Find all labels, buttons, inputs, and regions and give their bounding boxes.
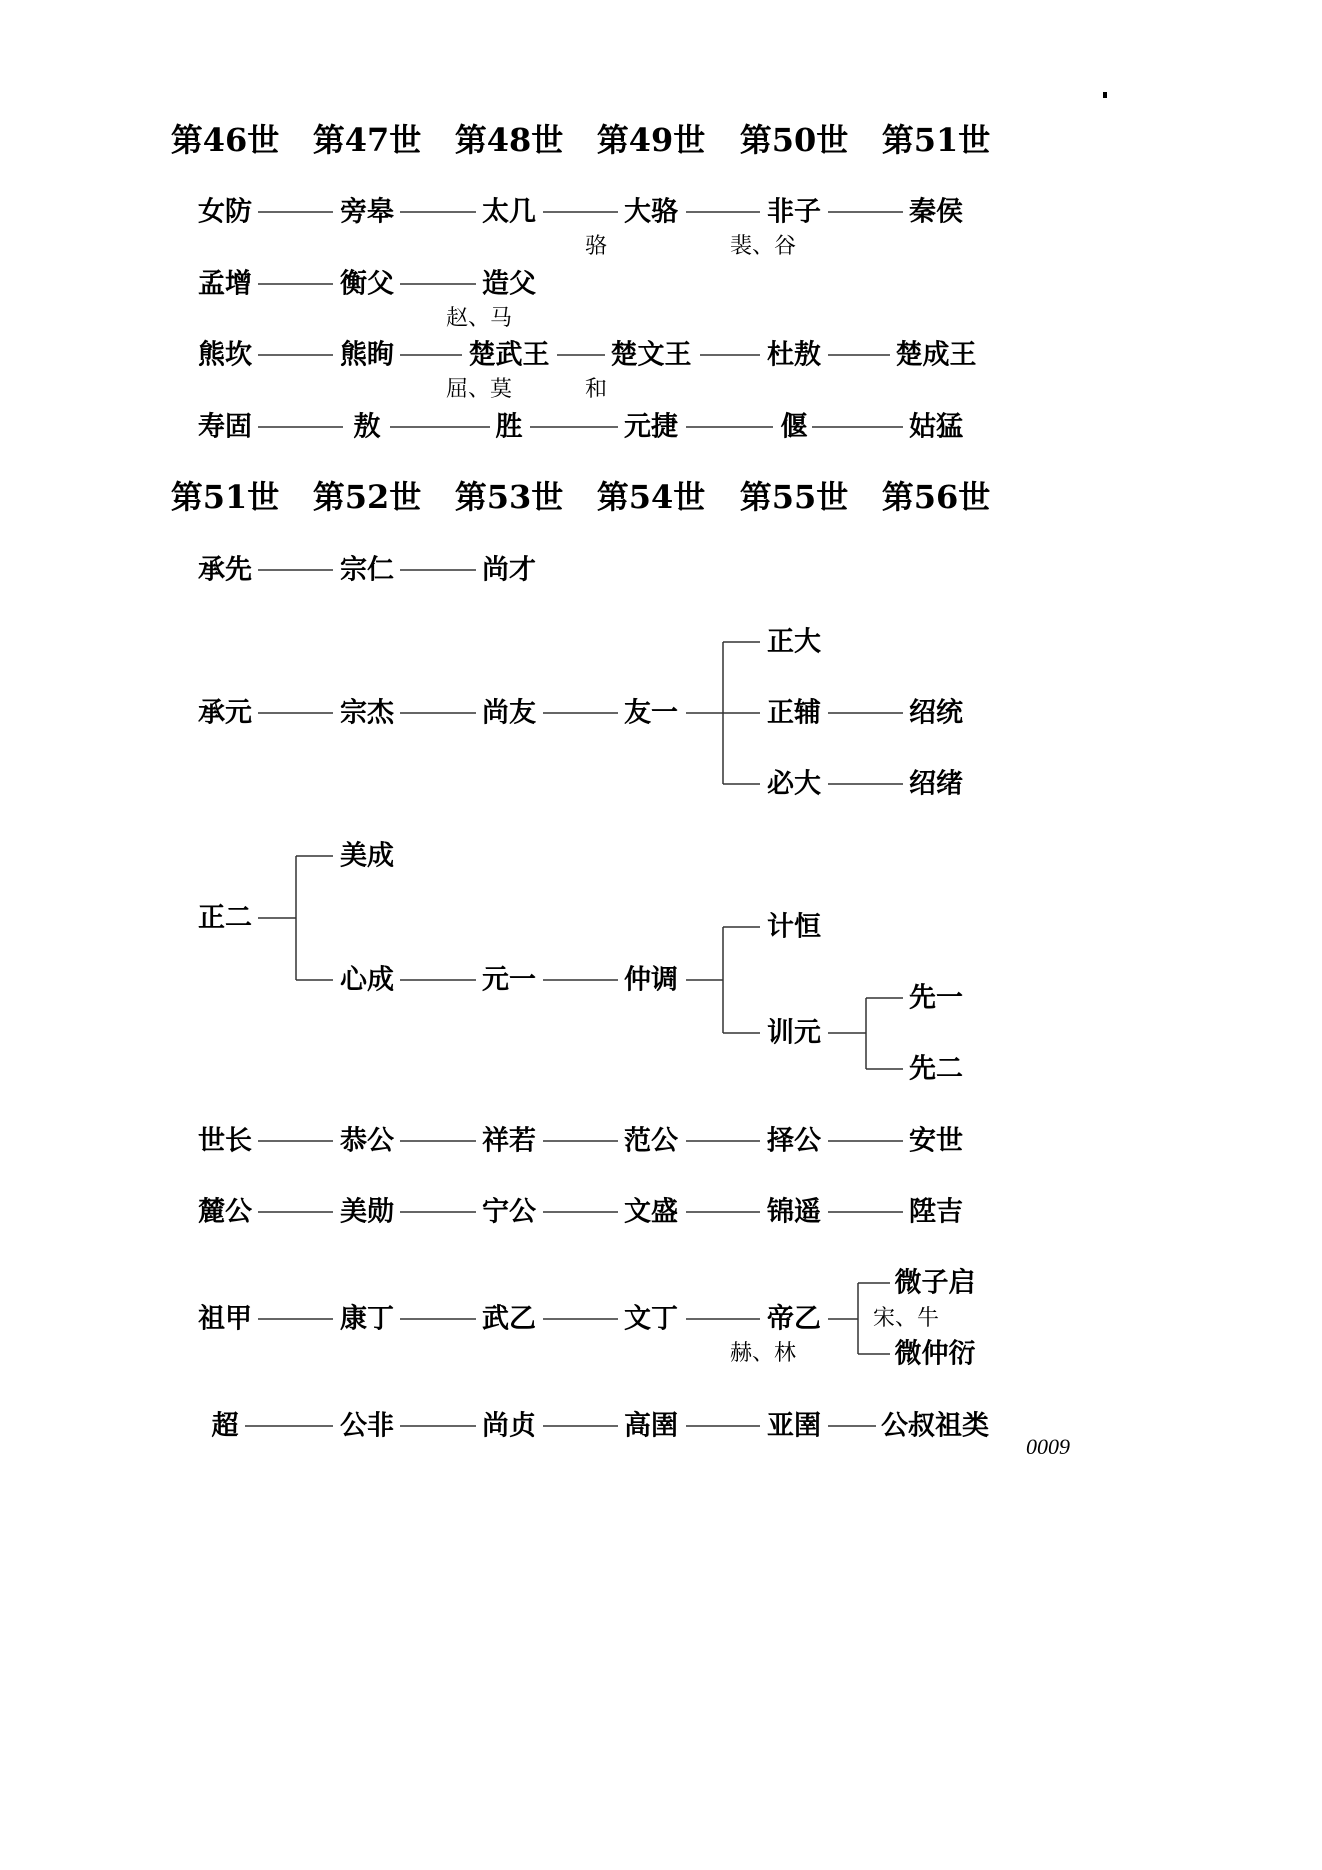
person-name: 世长 (198, 1125, 252, 1157)
person-name: 大骆 (624, 196, 678, 228)
person-name: 帝乙 (767, 1303, 821, 1335)
person-name: 尚才 (482, 554, 536, 586)
person-name: 麓公 (198, 1196, 252, 1228)
person-name: 公叔祖类 (881, 1410, 989, 1442)
person-name: 旁皋 (340, 196, 394, 228)
person-name: 楚武王 (468, 339, 550, 371)
generation-header-55: 第55世 (739, 478, 849, 516)
generation-header-54: 第54世 (596, 478, 706, 516)
person-name: 偃 (780, 411, 808, 443)
surname-note: 赵、马 (445, 306, 513, 331)
person-name: 熊坎 (198, 339, 252, 371)
person-name: 女防 (198, 196, 252, 228)
generation-header-56: 第56世 (881, 478, 991, 516)
person-name: 衡父 (340, 268, 394, 300)
person-name: 仲调 (624, 964, 678, 996)
person-name: 亚圉 (767, 1410, 821, 1442)
surname-note: 屈、莫 (445, 377, 513, 402)
generation-header-46: 第46世 (170, 121, 280, 159)
generation-header-49: 第49世 (596, 121, 706, 159)
person-name: 择公 (767, 1125, 821, 1157)
person-name: 秦侯 (909, 196, 963, 228)
generation-header-50: 第50世 (739, 121, 849, 159)
person-name: 孟增 (198, 268, 252, 300)
person-name: 非子 (767, 196, 821, 228)
person-name: 元捷 (624, 411, 678, 443)
surname-note: 赫、林 (729, 1341, 797, 1366)
person-name: 祥若 (482, 1125, 536, 1157)
person-name: 胜 (495, 411, 523, 443)
person-name: 恭公 (340, 1125, 394, 1157)
surname-note: 宋、牛 (872, 1306, 940, 1331)
person-name: 微仲衍 (894, 1338, 976, 1370)
person-name: 范公 (624, 1125, 678, 1157)
person-name: 宗仁 (340, 554, 394, 586)
person-name: 武乙 (482, 1303, 536, 1335)
person-name: 楚成王 (895, 339, 977, 371)
person-name: 宁公 (482, 1196, 536, 1228)
person-name: 高圉 (624, 1410, 678, 1442)
person-name: 绍绪 (909, 768, 963, 800)
person-name: 超 (211, 1410, 239, 1442)
person-name: 元一 (482, 964, 536, 996)
person-name: 寿固 (198, 411, 252, 443)
person-name: 尚贞 (482, 1410, 536, 1442)
generation-header-51: 第51世 (881, 121, 991, 159)
person-name: 祖甲 (198, 1303, 252, 1335)
generation-header-53: 第53世 (454, 478, 564, 516)
person-name: 承元 (198, 697, 252, 729)
person-name: 敖 (353, 411, 381, 443)
surname-note: 和 (584, 377, 608, 402)
person-name: 陞吉 (909, 1196, 963, 1228)
person-name: 文盛 (624, 1196, 678, 1228)
page-number: 0009 (1026, 1434, 1070, 1459)
person-name: 承先 (198, 554, 252, 586)
person-name: 正辅 (767, 697, 821, 729)
generation-header-48: 第48世 (454, 121, 564, 159)
person-name: 公非 (340, 1410, 394, 1442)
person-name: 正二 (198, 902, 252, 934)
surname-note: 骆 (584, 234, 608, 259)
person-name: 造父 (482, 268, 536, 300)
person-name: 杜敖 (767, 339, 821, 371)
person-name: 安世 (909, 1125, 963, 1157)
person-name: 姑猛 (909, 411, 963, 443)
person-name: 训元 (767, 1017, 821, 1049)
person-name: 必大 (767, 768, 821, 800)
generation-header-51: 第51世 (170, 478, 280, 516)
person-name: 先一 (909, 982, 963, 1014)
person-name: 美成 (340, 840, 394, 872)
person-name: 文丁 (624, 1303, 678, 1335)
generation-header-52: 第52世 (312, 478, 422, 516)
person-name: 计恒 (767, 911, 821, 943)
person-name: 微子启 (894, 1267, 976, 1299)
generation-header-47: 第47世 (312, 121, 422, 159)
person-name: 绍统 (909, 697, 963, 729)
person-name: 尚友 (482, 697, 536, 729)
person-name: 友一 (624, 697, 678, 729)
person-name: 太几 (482, 196, 536, 228)
person-name: 楚文王 (610, 339, 692, 371)
person-name: 先二 (909, 1053, 963, 1085)
person-name: 宗杰 (340, 697, 394, 729)
person-name: 锦遥 (767, 1196, 821, 1228)
person-name: 心成 (340, 964, 394, 996)
surname-note: 裴、谷 (729, 234, 797, 259)
person-name: 美勋 (340, 1196, 394, 1228)
person-name: 熊眴 (340, 339, 394, 371)
person-name: 正大 (767, 626, 821, 658)
person-name: 康丁 (340, 1303, 394, 1335)
